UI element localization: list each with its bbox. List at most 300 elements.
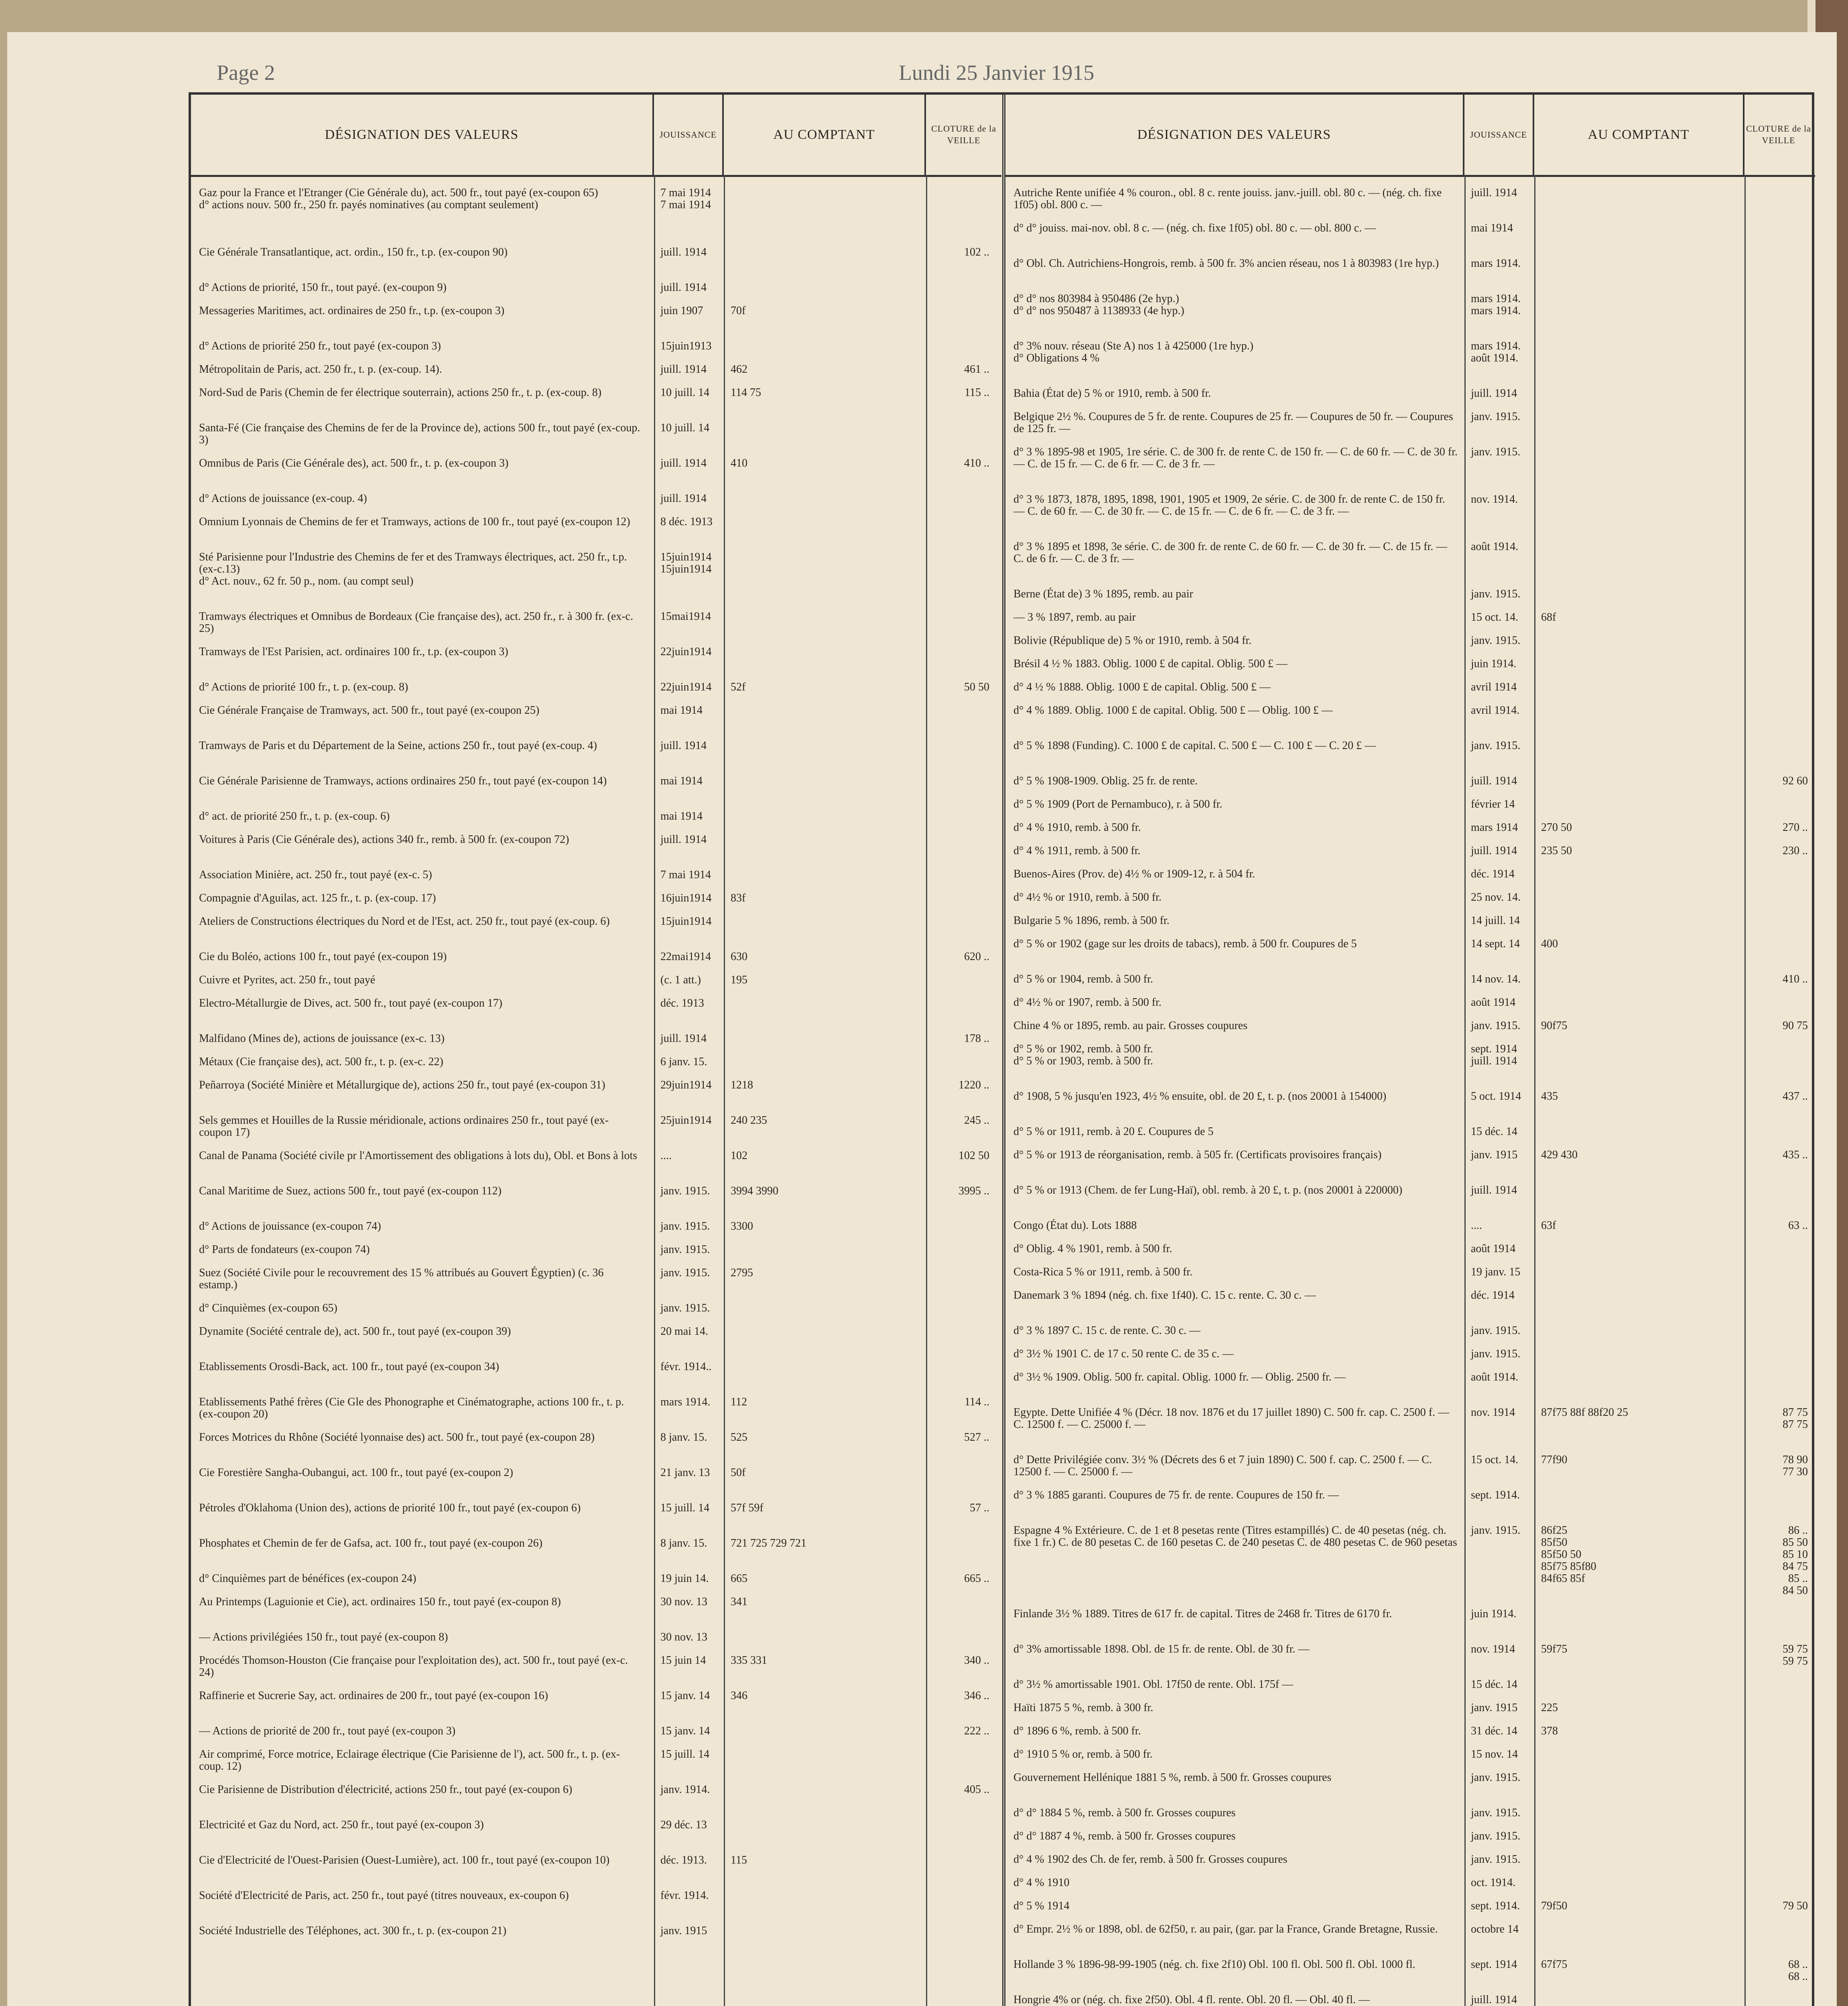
- row-designation: Société Industrielle des Téléphones, act. 300 fr., t. p. (ex-coupon 21): [199, 1925, 507, 1937]
- row-designation: Nord-Sud de Paris (Chemin de fer électrique souterrain), actions 250 fr., t. p. (ex-coup. 8): [199, 386, 602, 399]
- row-jouissance: nov. 1914: [1471, 1406, 1515, 1419]
- row-designation: d° Cinquièmes (ex-coupon 65): [199, 1302, 337, 1314]
- row-jouissance: 6 janv. 15.: [660, 1056, 707, 1068]
- row-comptant: 115: [731, 1854, 747, 1866]
- row-jouissance: (c. 1 att.): [660, 974, 701, 986]
- row-jouissance: août 1914: [1471, 996, 1516, 1009]
- row-jouissance: janv. 1915.: [1471, 1853, 1521, 1866]
- row-cloture: 340 ..: [964, 1654, 989, 1667]
- row-designation: Sté Parisienne pour l'Industrie des Chemins de fer et des Tramways électriques, act. 250 fr., t.p. (ex-c.13) d° Act. nouv., 62 fr. 50 p., nom. (au compt seul): [199, 551, 627, 587]
- row-jouissance: sept. 1914.: [1471, 1489, 1520, 1501]
- row-designation: Au Printemps (Laguionie et Cie), act. ordinaires 150 fr., tout payé (ex-coupon 8): [199, 1596, 561, 1608]
- row-designation: Voitures à Paris (Cie Générale des), actions 340 fr., remb. à 500 fr. (ex-coupon 72): [199, 833, 569, 846]
- row-designation: d° 3% nouv. réseau (Ste A) nos 1 à 425000 (1re hyp.) d° Obligations 4 %: [1013, 340, 1254, 364]
- row-designation: d° 5 % 1909 (Port de Pernambuco), r. à 500 fr.: [1013, 798, 1223, 810]
- row-designation: d° d° nos 803984 à 950486 (2e hyp.) d° d° nos 950487 à 1138933 (4e hyp.): [1013, 292, 1184, 317]
- row-designation: Peñarroya (Société Minière et Métallurgique de), actions 250 fr., tout payé (ex-coupon 31): [199, 1079, 605, 1091]
- row-cloture: 178 ..: [964, 1032, 989, 1045]
- row-jouissance: sept. 1914.: [1471, 1900, 1520, 1912]
- row-designation: d° 5 % or 1902, remb. à 500 fr. d° 5 % or 1903, remb. à 500 fr.: [1013, 1043, 1153, 1067]
- row-designation: d° 1896 6 %, remb. à 500 fr.: [1013, 1725, 1141, 1737]
- row-designation: Phosphates et Chemin de fer de Gafsa, act. 100 fr., tout payé (ex-coupon 26): [199, 1537, 543, 1549]
- row-designation: Dynamite (Société centrale de), act. 500 fr., tout payé (ex-coupon 39): [199, 1325, 511, 1338]
- row-jouissance: 19 janv. 15: [1471, 1266, 1521, 1278]
- row-jouissance: 16juin1914: [660, 892, 712, 904]
- row-designation: d° 5 % or 1913 de réorganisation, remb. à 505 fr. (Certificats provisoires français): [1013, 1149, 1382, 1161]
- row-jouissance: 10 juill. 14: [660, 422, 710, 434]
- row-jouissance: janv. 1915.: [1471, 1771, 1521, 1784]
- row-designation: d° 3½ % 1901 C. de 17 c. 50 rente C. de 35 c. —: [1013, 1348, 1234, 1360]
- row-jouissance: 20 mai 14.: [660, 1325, 708, 1338]
- row-jouissance: 15juin1914: [660, 915, 712, 928]
- row-jouissance: 14 sept. 14: [1471, 938, 1520, 950]
- row-designation: Etablissements Pathé frères (Cie Gle des Phonographe et Cinématographe, actions 100 fr., t. p. (ex-coupon 20): [199, 1396, 624, 1420]
- row-comptant: 3994 3990: [731, 1185, 778, 1197]
- row-designation: Bahia (État de) 5 % or 1910, remb. à 500 fr.: [1013, 387, 1211, 400]
- row-designation: Bolivie (République de) 5 % or 1910, remb. à 504 fr.: [1013, 634, 1252, 647]
- row-jouissance: janv. 1915.: [660, 1220, 710, 1232]
- row-comptant: 52f: [731, 681, 746, 693]
- row-cloture: 346 ..: [964, 1689, 989, 1702]
- row-jouissance: janv. 1915.: [660, 1243, 710, 1256]
- row-jouissance: 15 déc. 14: [1471, 1678, 1517, 1691]
- row-designation: d° 1910 5 % or, remb. à 500 fr.: [1013, 1748, 1153, 1760]
- row-jouissance: déc. 1914: [1471, 868, 1515, 880]
- row-jouissance: 25 nov. 14.: [1471, 891, 1521, 904]
- row-comptant: 83f: [731, 892, 746, 904]
- row-cloture: 102 50: [959, 1149, 989, 1162]
- row-jouissance: 8 déc. 1913: [660, 516, 713, 528]
- row-designation: Haïti 1875 5 %, remb. à 300 fr.: [1013, 1701, 1153, 1714]
- row-jouissance: 15 nov. 14: [1471, 1748, 1518, 1760]
- row-cloture: 410 ..: [964, 457, 989, 469]
- row-designation: Brésil 4 ½ % 1883. Oblig. 1000 £ de capital. Oblig. 500 £ —: [1013, 658, 1288, 670]
- row-jouissance: juill. 1914: [660, 457, 707, 469]
- row-cloture: 86 .. 85 50 85 10 84 75 85 .. 84 50: [1783, 1524, 1808, 1597]
- row-designation: Berne (État de) 3 % 1895, remb. au pair: [1013, 588, 1193, 600]
- row-jouissance: oct. 1914.: [1471, 1876, 1516, 1889]
- row-comptant: 235 50: [1541, 845, 1572, 857]
- row-designation: d° 4 % 1911, remb. à 500 fr.: [1013, 845, 1141, 857]
- row-designation: Cie Générale Française de Tramways, act. 500 fr., tout payé (ex-coupon 25): [199, 704, 540, 717]
- row-designation: d° Actions de jouissance (ex-coup. 4): [199, 492, 367, 505]
- row-cloture: 245 ..: [964, 1114, 989, 1127]
- row-cloture: 270 ..: [1783, 821, 1808, 834]
- row-comptant: 225: [1541, 1701, 1558, 1714]
- row-designation: Ateliers de Constructions électriques du Nord et de l'Est, act. 250 fr., tout payé (ex-coup. 6): [199, 915, 610, 928]
- row-jouissance: 22juin1914: [660, 646, 712, 658]
- row-jouissance: 14 nov. 14.: [1471, 973, 1521, 985]
- row-jouissance: janv. 1915: [660, 1925, 707, 1937]
- row-comptant: 87f75 88f 88f20 25: [1541, 1406, 1628, 1419]
- row-designation: Sels gemmes et Houilles de la Russie méridionale, actions ordinaires 250 fr., tout payé (ex-coupon 17): [199, 1114, 609, 1139]
- row-jouissance: févr. 1914..: [660, 1360, 712, 1373]
- row-designation: Hollande 3 % 1896-98-99-1905 (nég. ch. fixe 2f10) Obl. 100 fl. Obl. 500 fl. Obl. 1000 fl.: [1013, 1958, 1415, 1971]
- row-jouissance: juill. 1914: [660, 492, 707, 505]
- row-designation: Cie du Boléo, actions 100 fr., tout payé (ex-coupon 19): [199, 950, 447, 963]
- row-designation: Raffinerie et Sucrerie Say, act. ordinaires de 200 fr., tout payé (ex-coupon 16): [199, 1689, 548, 1702]
- row-jouissance: 15 juin 14: [660, 1654, 706, 1667]
- row-designation: Compagnie d'Aguilas, act. 125 fr., t. p. (ex-coup. 17): [199, 892, 436, 904]
- row-designation: d° 3 % 1895-98 et 1905, 1re série. C. de 300 fr. de rente C. de 150 fr. — C. de 60 fr. — C. de 30 fr. — C. de 15 fr. — C. de 6 fr. — C. de 3 fr. —: [1013, 446, 1458, 470]
- row-jouissance: janv. 1915.: [1471, 634, 1521, 647]
- row-jouissance: 7 mai 1914: [660, 869, 711, 881]
- row-comptant: 270 50: [1541, 821, 1572, 834]
- row-designation: d° 4 % 1910, remb. à 500 fr.: [1013, 821, 1141, 834]
- row-cloture: 527 ..: [964, 1431, 989, 1444]
- row-jouissance: 7 mai 1914 7 mai 1914: [660, 187, 711, 211]
- row-designation: d° 4 % 1902 des Ch. de fer, remb. à 500 fr. Grosses coupures: [1013, 1853, 1288, 1866]
- row-cloture: 222 ..: [964, 1725, 989, 1737]
- row-cloture: 50 50: [964, 681, 989, 693]
- row-jouissance: août 1914.: [1471, 540, 1519, 553]
- left-column: [191, 95, 1001, 2006]
- row-jouissance: août 1914.: [1471, 1371, 1519, 1383]
- row-designation: — 3 % 1897, remb. au pair: [1013, 611, 1136, 623]
- row-designation: d° Parts de fondateurs (ex-coupon 74): [199, 1243, 370, 1256]
- row-comptant: 378: [1541, 1725, 1558, 1737]
- row-designation: d° 4 % 1889. Oblig. 1000 £ de capital. Oblig. 500 £ — Oblig. 100 £ —: [1013, 704, 1333, 717]
- row-comptant: 665: [731, 1572, 747, 1585]
- row-designation: Procédés Thomson-Houston (Cie française pour l'exploitation des), act. 500 fr., tout payé (ex-c. 24): [199, 1654, 628, 1679]
- row-designation: d° Actions de jouissance (ex-coupon 74): [199, 1220, 381, 1232]
- row-jouissance: 30 nov. 13: [660, 1596, 708, 1608]
- row-comptant: 67f75: [1541, 1958, 1568, 1971]
- row-designation: Canal Maritime de Suez, actions 500 fr., tout payé (ex-coupon 112): [199, 1185, 502, 1197]
- row-comptant: 1218: [731, 1079, 753, 1091]
- column-rule: [1464, 175, 1466, 2006]
- row-jouissance: 22juin1914: [660, 681, 712, 693]
- row-comptant: 240 235: [731, 1114, 767, 1127]
- row-comptant: 102: [731, 1149, 747, 1162]
- row-jouissance: janv. 1915.: [1471, 446, 1521, 458]
- row-designation: Tramways de Paris et du Département de la Seine, actions 250 fr., tout payé (ex-coup. 4): [199, 739, 597, 752]
- row-jouissance: juill. 1914: [1471, 1994, 1517, 2006]
- row-comptant: 462: [731, 363, 747, 376]
- row-comptant: 70f: [731, 305, 746, 317]
- row-designation: d° 5 % or 1904, remb. à 500 fr.: [1013, 973, 1153, 985]
- row-jouissance: déc. 1913: [660, 997, 704, 1009]
- column-rule: [1744, 175, 1746, 2006]
- row-jouissance: 8 janv. 15.: [660, 1431, 707, 1444]
- row-comptant: 77f90: [1541, 1454, 1568, 1466]
- row-jouissance: janv. 1914.: [660, 1783, 710, 1796]
- row-jouissance: 15 janv. 14: [660, 1689, 710, 1702]
- row-jouissance: février 14: [1471, 798, 1515, 810]
- row-designation: Forces Motrices du Rhône (Société lyonnaise des) act. 500 fr., tout payé (ex-coupon 28): [199, 1431, 595, 1444]
- row-cloture: 59 75 59 75: [1783, 1643, 1808, 1667]
- row-jouissance: janv. 1915.: [1471, 588, 1521, 600]
- row-designation: d° d° 1884 5 %, remb. à 500 fr. Grosses coupures: [1013, 1807, 1236, 1819]
- row-jouissance: juin 1907: [660, 305, 703, 317]
- row-jouissance: 30 nov. 13: [660, 1631, 708, 1643]
- header-au-comptant: AU COMPTANT: [1534, 95, 1744, 175]
- row-cloture: 1220 ..: [959, 1079, 989, 1091]
- row-designation: d° 4½ % or 1910, remb. à 500 fr.: [1013, 891, 1162, 904]
- row-jouissance: janv. 1915.: [1471, 1807, 1521, 1819]
- row-designation: Canal de Panama (Société civile pr l'Amortissement des obligations à lots du), Obl. et Bons à lots: [199, 1149, 638, 1162]
- page-header: [217, 60, 1661, 84]
- row-designation: d° 3% amortissable 1898. Obl. de 15 fr. de rente. Obl. de 30 fr. —: [1013, 1643, 1310, 1655]
- row-designation: Congo (État du). Lots 1888: [1013, 1219, 1137, 1232]
- right-table-header: [1005, 95, 1815, 177]
- row-comptant: 429 430: [1541, 1149, 1578, 1161]
- row-designation: Métropolitain de Paris, act. 250 fr., t. p. (ex-coup. 14).: [199, 363, 442, 376]
- header-jouissance: JOUISSANCE: [1464, 95, 1534, 175]
- row-cloture: 102 ..: [964, 246, 989, 258]
- row-jouissance: juill. 1914: [1471, 187, 1517, 199]
- row-jouissance: sept. 1914 juill. 1914: [1471, 1043, 1517, 1067]
- row-jouissance: janv. 1915.: [1471, 739, 1521, 752]
- row-comptant: 90f75: [1541, 1019, 1568, 1032]
- row-designation: Pétroles d'Oklahoma (Union des), actions de priorité 100 fr., tout payé (ex-coupon 6): [199, 1502, 581, 1514]
- row-jouissance: juill. 1914: [1471, 775, 1517, 787]
- row-designation: d° Actions de priorité, 150 fr., tout payé. (ex-coupon 9): [199, 281, 447, 294]
- row-designation: Cie Générale Transatlantique, act. ordin., 150 fr., t.p. (ex-coupon 90): [199, 246, 508, 258]
- row-comptant: 86f25 85f50 85f50 50 85f75 85f80 84f65 85f: [1541, 1524, 1596, 1585]
- row-jouissance: janv. 1915.: [660, 1302, 710, 1314]
- row-cloture: 68 .. 68 ..: [1788, 1958, 1808, 1983]
- row-jouissance: 15 déc. 14: [1471, 1125, 1517, 1138]
- row-jouissance: mars 1914: [1471, 821, 1518, 834]
- row-designation: d° 5 % 1914: [1013, 1900, 1070, 1912]
- row-jouissance: juill. 1914: [660, 246, 707, 258]
- row-designation: Hongrie 4% or (nég. ch. fixe 2f50). Obl. 4 fl. rente. Obl. 20 fl. — Obl. 40 fl. —: [1013, 1994, 1370, 2006]
- row-designation: Belgique 2½ %. Coupures de 5 fr. de rente. Coupures de 25 fr. — Coupures de 50 fr. — Coupures de 125 fr. —: [1013, 410, 1453, 435]
- row-designation: Cie Forestière Sangha-Oubangui, act. 100 fr., tout payé (ex-coupon 2): [199, 1466, 514, 1479]
- row-comptant: 50f: [731, 1466, 746, 1479]
- row-designation: d° 4½ % or 1907, remb. à 500 fr.: [1013, 996, 1162, 1009]
- row-jouissance: 15 oct. 14.: [1471, 611, 1519, 623]
- row-jouissance: janv. 1915.: [1471, 1524, 1521, 1537]
- row-comptant: 2795: [731, 1267, 753, 1279]
- row-jouissance: 15juin1913: [660, 340, 712, 352]
- row-designation: d° Actions de priorité 100 fr., t. p. (ex-coup. 8): [199, 681, 408, 693]
- left-table-header: [191, 95, 1001, 177]
- row-designation: Egypte. Dette Unifiée 4 % (Décr. 18 nov. 1876 et du 17 juillet 1890) C. 500 fr. cap. C. 2500 f. — C. 12500 f. — C. 25000 f. —: [1013, 1406, 1450, 1431]
- row-designation: Autriche Rente unifiée 4 % couron., obl. 8 c. rente jouiss. janv.-juill. obl. 80 c. — (nég. ch. fixe 1f05) obl. 800 c. —: [1013, 187, 1442, 211]
- row-jouissance: juin 1914.: [1471, 658, 1517, 670]
- row-comptant: 112: [731, 1396, 747, 1408]
- row-jouissance: avril 1914.: [1471, 704, 1520, 717]
- row-comptant: 525: [731, 1431, 747, 1444]
- page-number: Page 2: [217, 61, 275, 85]
- row-jouissance: ....: [660, 1149, 672, 1162]
- header-cloture: CLOTURE de la VEILLE: [1746, 124, 1811, 145]
- row-comptant: 346: [731, 1689, 747, 1702]
- row-cloture: 620 ..: [964, 950, 989, 963]
- row-jouissance: mars 1914. août 1914.: [1471, 340, 1521, 364]
- row-jouissance: mai 1914: [660, 775, 703, 787]
- row-jouissance: 15 juill. 14: [660, 1502, 710, 1514]
- row-jouissance: août 1914: [1471, 1243, 1516, 1255]
- row-jouissance: janv. 1915.: [1471, 1348, 1521, 1360]
- row-designation: d° Oblig. 4 % 1901, remb. à 500 fr.: [1013, 1243, 1172, 1255]
- row-jouissance: janv. 1915.: [1471, 1019, 1521, 1032]
- row-comptant: 195: [731, 974, 747, 986]
- row-designation: Cie Parisienne de Distribution d'électricité, actions 250 fr., tout payé (ex-coupon 6): [199, 1783, 573, 1796]
- row-jouissance: 5 oct. 1914: [1471, 1090, 1521, 1102]
- row-cloture: 410 ..: [1783, 973, 1808, 985]
- row-jouissance: 31 déc. 14: [1471, 1725, 1517, 1737]
- row-designation: d° 3 % 1873, 1878, 1895, 1898, 1901, 1905 et 1909, 2e série. C. de 300 fr. de rente C. de 150 fr. — C. de 60 fr. — C. de 30 fr. — C. de 15 fr. — C. de 6 fr. — C. de 3 fr. —: [1013, 493, 1445, 518]
- row-cloture: 114 ..: [965, 1396, 989, 1408]
- row-jouissance: juill. 1914: [1471, 845, 1517, 857]
- right-column: [1002, 95, 1815, 2006]
- row-jouissance: déc. 1914: [1471, 1289, 1515, 1301]
- row-designation: d° 3 % 1885 garanti. Coupures de 75 fr. de rente. Coupures de 150 fr. —: [1013, 1489, 1339, 1501]
- row-comptant: 114 75: [731, 386, 761, 399]
- row-jouissance: 29juin1914: [660, 1079, 712, 1091]
- row-designation: Métaux (Cie française des), act. 500 fr., t. p. (ex-c. 22): [199, 1056, 443, 1068]
- row-comptant: 57f 59f: [731, 1502, 764, 1514]
- row-designation: d° 1908, 5 % jusqu'en 1923, 4½ % ensuite, obl. de 20 £, t. p. (nos 20001 à 154000): [1013, 1090, 1387, 1102]
- row-cloture: 435 ..: [1783, 1149, 1808, 1161]
- row-cloture: 63 ..: [1788, 1219, 1808, 1232]
- header-jouissance: JOUISSANCE: [654, 95, 724, 175]
- row-comptant: 435: [1541, 1090, 1558, 1102]
- row-cloture: 230 ..: [1783, 845, 1808, 857]
- column-rule: [724, 175, 725, 2006]
- row-designation: Suez (Société Civile pour le recouvrement des 15 % attribués au Gouvert Égyptien) (c. 36 estamp.): [199, 1267, 604, 1291]
- row-designation: Tramways électriques et Omnibus de Bordeaux (Cie française des), act. 250 fr., r. à 300 fr. (ex-c. 25): [199, 610, 634, 635]
- row-jouissance: 15juin1914 15juin1914: [660, 551, 712, 575]
- header-au-comptant: AU COMPTANT: [724, 95, 926, 175]
- row-jouissance: 22mai1914: [660, 950, 711, 963]
- row-designation: Cie d'Electricité de l'Ouest-Parisien (Ouest-Lumière), act. 100 fr., tout payé (ex-coupon 10): [199, 1854, 610, 1866]
- row-jouissance: janv. 1915: [1471, 1149, 1518, 1161]
- row-jouissance: févr. 1914.: [660, 1889, 709, 1902]
- row-designation: d° Actions de priorité 250 fr., tout payé (ex-coupon 3): [199, 340, 441, 352]
- row-cloture: 78 90 77 30: [1783, 1454, 1808, 1478]
- row-cloture: 665 ..: [964, 1572, 989, 1585]
- row-designation: Espagne 4 % Extérieure. C. de 1 et 8 pesetas rente (Titres estampillés) C. de 40 pesetas (nég. ch. fixe 1 fr.) C. de 80 pesetas C. de 160 pesetas C. de 240 pesetas C. de 480 pesetas C. de 960 pesetas: [1013, 1524, 1457, 1549]
- row-designation: d° 5 % 1908-1909. Oblig. 25 fr. de rente.: [1013, 775, 1198, 787]
- row-jouissance: janv. 1915.: [1471, 1324, 1521, 1337]
- row-comptant: 3300: [731, 1220, 753, 1232]
- row-designation: d° act. de priorité 250 fr., t. p. (ex-coup. 6): [199, 810, 390, 822]
- row-cloture: 87 75 87 75: [1783, 1406, 1808, 1431]
- row-designation: Electro-Métallurgie de Dives, act. 500 fr., tout payé (ex-coupon 17): [199, 997, 503, 1009]
- row-designation: Malfidano (Mines de), actions de jouissance (ex-c. 13): [199, 1032, 445, 1045]
- row-cloture: 57 ..: [970, 1502, 989, 1514]
- row-jouissance: 15 oct. 14.: [1471, 1454, 1519, 1466]
- row-designation: Gaz pour la France et l'Etranger (Cie Générale du), act. 500 fr., tout payé (ex-coupon 65) d° actions nouv. 500 fr., 250 fr. payés nominatives (au comptant seulement): [199, 187, 598, 211]
- row-designation: Omnium Lyonnais de Chemins de fer et Tramways, actions de 100 fr., tout payé (ex-coupon 12): [199, 516, 630, 528]
- row-jouissance: mars 1914.: [660, 1396, 711, 1408]
- row-designation: Chine 4 % or 1895, remb. au pair. Grosses coupures: [1013, 1019, 1248, 1032]
- row-designation: d° Cinquièmes part de bénéfices (ex-coupon 24): [199, 1572, 416, 1585]
- row-comptant: 68f: [1541, 611, 1556, 623]
- row-jouissance: juin 1914.: [1471, 1608, 1517, 1620]
- row-jouissance: juill. 1914: [660, 363, 707, 376]
- row-comptant: 63f: [1541, 1219, 1556, 1232]
- row-jouissance: janv. 1915.: [660, 1267, 710, 1279]
- row-designation: Messageries Maritimes, act. ordinaires de 250 fr., t.p. (ex-coupon 3): [199, 305, 505, 317]
- row-comptant: 341: [731, 1596, 747, 1608]
- row-cloture: 92 60: [1783, 775, 1808, 787]
- row-designation: d° 5 % or 1902 (gage sur les droits de tabacs), remb. à 500 fr. Coupures de 5: [1013, 938, 1357, 950]
- row-cloture: 437 ..: [1783, 1090, 1808, 1102]
- row-jouissance: juill. 1914: [1471, 387, 1517, 400]
- row-designation: d° 5 % or 1911, remb. à 20 £. Coupures de 5: [1013, 1125, 1214, 1138]
- row-jouissance: janv. 1915.: [660, 1185, 710, 1197]
- row-jouissance: mai 1914: [660, 810, 703, 822]
- row-comptant: 410: [731, 457, 747, 469]
- row-jouissance: 8 janv. 15.: [660, 1537, 707, 1549]
- row-designation: Association Minière, act. 250 fr., tout payé (ex-c. 5): [199, 869, 432, 881]
- header-designation: DÉSIGNATION DES VALEURS: [191, 95, 654, 175]
- column-rule: [654, 175, 655, 2006]
- row-comptant: 59f75: [1541, 1643, 1568, 1655]
- row-designation: Tramways de l'Est Parisien, act. ordinaires 100 fr., t.p. (ex-coupon 3): [199, 646, 508, 658]
- row-designation: d° 4 ½ % 1888. Oblig. 1000 £ de capital. Oblig. 500 £ —: [1013, 681, 1271, 693]
- row-jouissance: 25juin1914: [660, 1114, 712, 1127]
- row-designation: Société d'Electricité de Paris, act. 250 fr., tout payé (titres nouveaux, ex-coupon 6): [199, 1889, 569, 1902]
- row-cloture: 405 ..: [964, 1783, 989, 1796]
- row-designation: Air comprimé, Force motrice, Eclairage électrique (Cie Parisienne de l'), act. 500 fr., t. p. (ex-coup. 12): [199, 1748, 620, 1773]
- row-jouissance: 15 juill. 14: [660, 1748, 710, 1760]
- row-jouissance: avril 1914: [1471, 681, 1517, 693]
- row-designation: d° 3½ % amortissable 1901. Obl. 17f50 de rente. Obl. 175f —: [1013, 1678, 1294, 1691]
- header-cloture: CLOTURE de la VEILLE: [931, 124, 997, 145]
- quotation-table: [189, 92, 1814, 2006]
- row-designation: d° 4 % 1910: [1013, 1876, 1070, 1889]
- row-jouissance: 10 juill. 14: [660, 386, 710, 399]
- row-designation: Cuivre et Pyrites, act. 250 fr., tout payé: [199, 974, 376, 986]
- row-designation: Etablissements Orosdi-Back, act. 100 fr., tout payé (ex-coupon 34): [199, 1360, 500, 1373]
- column-rule: [1534, 175, 1535, 2006]
- row-jouissance: juill. 1914: [660, 281, 707, 294]
- row-jouissance: juill. 1914: [660, 833, 707, 846]
- row-jouissance: sept. 1914: [1471, 1958, 1517, 1971]
- row-jouissance: mars 1914. mars 1914.: [1471, 292, 1521, 317]
- row-jouissance: 29 déc. 13: [660, 1819, 707, 1831]
- row-designation: d° d° jouiss. mai-nov. obl. 8 c. — (nég. ch. fixe 1f05) obl. 80 c. — obl. 800 c. —: [1013, 222, 1376, 234]
- row-jouissance: 15mai1914: [660, 610, 711, 623]
- row-designation: Buenos-Aires (Prov. de) 4½ % or 1909-12, r. à 504 fr.: [1013, 868, 1255, 880]
- column-rule: [926, 175, 927, 2006]
- row-jouissance: 15 janv. 14: [660, 1725, 710, 1737]
- row-jouissance: 21 janv. 13: [660, 1466, 710, 1479]
- row-designation: Danemark 3 % 1894 (nég. ch. fixe 1f40). C. 15 c. rente. C. 30 c. —: [1013, 1289, 1316, 1301]
- row-jouissance: 19 juin 14.: [660, 1572, 709, 1585]
- row-designation: Costa-Rica 5 % or 1911, remb. à 500 fr.: [1013, 1266, 1193, 1278]
- row-designation: d° Dette Privilégiée conv. 3½ % (Décrets des 6 et 7 juin 1890) C. 500 f. cap. C. 2500 f. — C. 12500 f. — C. 25000 f. —: [1013, 1454, 1432, 1478]
- row-cloture: 115 ..: [965, 386, 989, 399]
- row-jouissance: mai 1914: [660, 704, 703, 717]
- row-designation: d° 3 % 1895 et 1898, 3e série. C. de 300 fr. de rente C. de 60 fr. — C. de 30 fr. — C. de 15 fr. — C. de 6 fr. — C. de 3 fr. —: [1013, 540, 1448, 565]
- row-designation: — Actions de priorité de 200 fr., tout payé (ex-coupon 3): [199, 1725, 456, 1737]
- row-jouissance: mai 1914: [1471, 222, 1513, 234]
- row-jouissance: janv. 1915.: [1471, 1830, 1521, 1842]
- row-jouissance: juill. 1914: [1471, 1184, 1517, 1196]
- row-cloture: 79 50: [1783, 1900, 1808, 1912]
- row-cloture: 3995 ..: [959, 1185, 989, 1197]
- row-jouissance: juill. 1914: [660, 739, 707, 752]
- row-cloture: 461 ..: [964, 363, 989, 376]
- row-designation: d° 5 % or 1913 (Chem. de fer Lung-Haï), obl. remb. à 20 £, t. p. (nos 20001 à 220000): [1013, 1184, 1403, 1196]
- row-designation: — Actions privilégiées 150 fr., tout payé (ex-coupon 8): [199, 1631, 448, 1643]
- row-jouissance: juill. 1914: [660, 1032, 707, 1045]
- row-comptant: 335 331: [731, 1654, 767, 1667]
- row-jouissance: ....: [1471, 1219, 1482, 1232]
- row-designation: d° 3 % 1897 C. 15 c. de rente. C. 30 c. —: [1013, 1324, 1201, 1337]
- row-cloture: 90 75: [1783, 1019, 1808, 1032]
- row-designation: Cie Générale Parisienne de Tramways, actions ordinaires 250 fr., tout payé (ex-coupon 14): [199, 775, 607, 787]
- row-jouissance: octobre 14: [1471, 1923, 1519, 1935]
- row-comptant: 630: [731, 950, 747, 963]
